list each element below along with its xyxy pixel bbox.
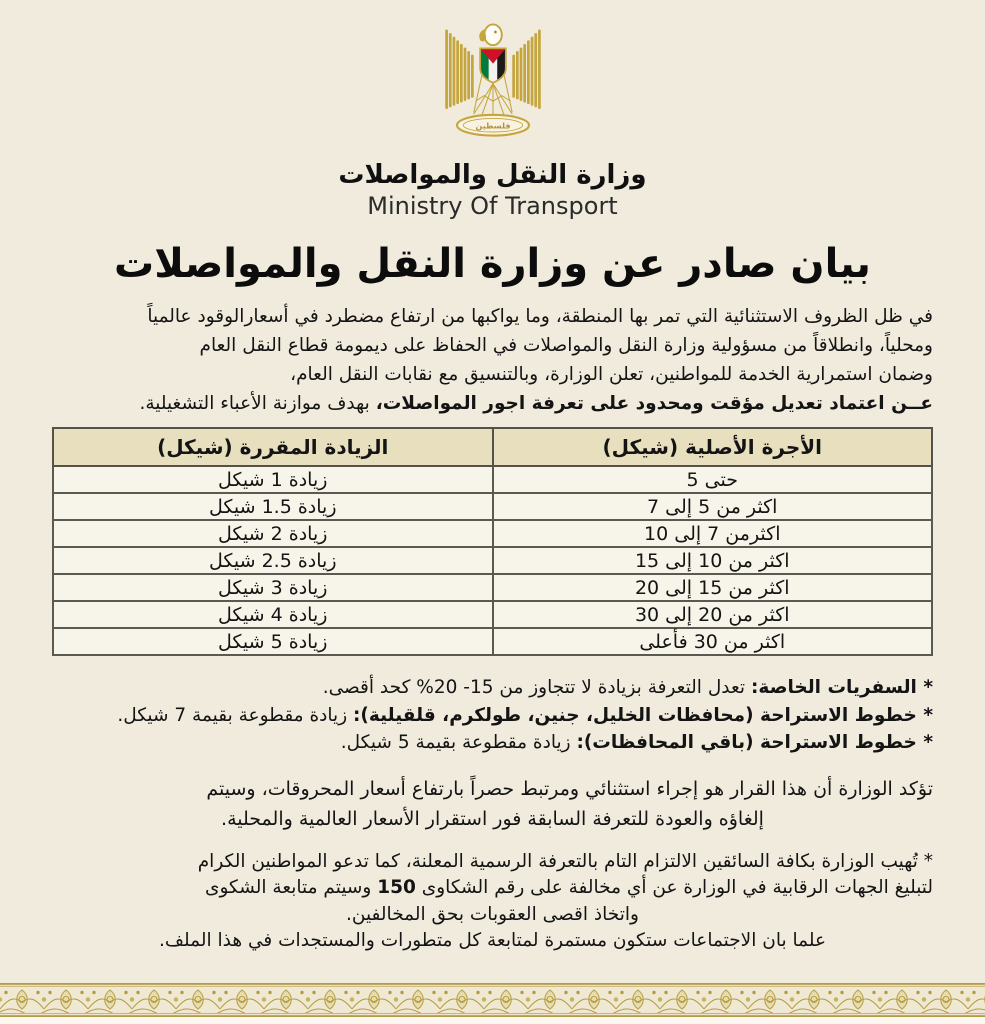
intro-line: في ظل الظروف الاستثنائية التي تمر بها المنطقة، وما يواكبها من ارتفاع مضطرد في أسعارالوقود عالمياً [147,306,933,327]
increase-cell: زيادة 2 شيكل [53,520,493,547]
fare-table-body [53,466,932,655]
fare-table-header-row [53,428,932,466]
palestine-eagle-emblem [437,18,549,154]
appeal-line: علما بان الاجتماعات ستكون مستمرة لمتابعة كل متطورات والمستجدات في هذا الملف. [159,930,826,951]
appeal-line: واتخاذ اقصى العقوبات بحق المخالفين. [346,903,639,925]
ministry-header [0,0,985,154]
emblem-banner-text: فلسطين [475,121,510,131]
appeal-line-pre: لتبليغ الجهات الرقابية في الوزارة عن أي مخالفة على رقم الشكاوى [421,877,933,898]
table-row [53,466,932,493]
increase-cell: زيادة 2.5 شيكل [53,547,493,574]
confirmation-line: إلغاؤه والعودة للتعرفة السابقة فور استقرار الأسعار العالمية والمحلية. [221,807,764,830]
note-rest: زيادة مقطوعة بقيمة 7 شيكل. [117,704,348,726]
notes-list [52,674,933,757]
eagle-left-wing-icon [446,31,472,108]
appeal-line [52,875,933,902]
table-row [53,601,932,628]
fare-cell: اكثر من 5 إلى 7 [493,493,933,520]
table-row [53,628,932,655]
fare-cell: حتى 5 [493,466,933,493]
intro-line-emphasis: عــن اعتماد تعديل مؤقت ومحدود على تعرفة اجور المواصلات، [375,393,933,414]
note-lead: * السفريات الخاصة: [750,677,933,698]
increase-cell: زيادة 1.5 شيكل [53,493,493,520]
increase-column-header: الزيادة المقررة (شيكل) [53,428,493,466]
confirmation-line: تؤكد الوزارة أن هذا القرار هو إجراء استثنائي ومرتبط حصراً بارتفاع أسعار المحروقات، وسيتم [206,777,933,800]
increase-cell: زيادة 4 شيكل [53,601,493,628]
emblem-banner-icon [457,115,529,136]
complaints-number: 150 [377,877,416,898]
intro-line: ومحلياً، وانطلاقاً من مسؤولية وزارة النقل والمواصلات في الحفاظ على ديمومة قطاع النقل العام [199,335,933,356]
fare-cell: اكثر من 15 إلى 20 [493,574,933,601]
note-lead: * خطوط الاستراحة (باقي المحافظات): [576,732,933,753]
appeal-paragraph [52,849,933,955]
confirmation-paragraph [52,774,933,834]
bottom-margin-strip [0,1017,985,1024]
fare-cell: اكثرمن 7 إلى 10 [493,520,933,547]
intro-line-rest: بهدف موازنة الأعباء التشغيلية. [139,393,370,414]
note-item [52,702,933,730]
increase-cell: زيادة 5 شيكل [53,628,493,655]
increase-cell: زيادة 1 شيكل [53,466,493,493]
table-row [53,520,932,547]
fare-cell: اكثر من 20 إلى 30 [493,601,933,628]
statement-title: بيان صادر عن وزارة النقل والمواصلات [114,241,871,287]
appeal-line-post: وسيتم متابعة الشكوى [205,877,372,898]
palestine-flag-shield-icon [480,48,506,83]
intro-line [52,389,933,418]
table-row [53,547,932,574]
eagle-head-icon [479,24,502,45]
note-item [52,674,933,702]
fare-table [52,427,933,656]
fare-cell: اكثر من 30 فأعلى [493,628,933,655]
ornamental-border-icon [0,983,985,1017]
fare-cell: اكثر من 10 إلى 15 [493,547,933,574]
ministry-name-english: Ministry Of Transport [367,192,618,220]
fare-column-header: الأجرة الأصلية (شيكل) [493,428,933,466]
note-item [52,729,933,757]
note-lead: * خطوط الاستراحة (محافظات الخليل، جنين، طولكرم، قلقيلية): [353,704,933,726]
ministry-name-arabic: وزارة النقل والمواصلات [338,160,647,190]
note-rest: تعدل التعرفة بزيادة لا تتجاوز من 15- 20% كحد أقصى. [322,677,746,698]
appeal-line: * تُهيب الوزارة بكافة السائقين الالتزام التام بالتعرفة الرسمية المعلنة، كما تدعو المواطنين الكرام [197,850,933,872]
table-row [53,493,932,520]
eagle-right-wing-icon [513,31,539,108]
note-rest: زيادة مقطوعة بقيمة 5 شيكل. [340,732,571,753]
intro-paragraph [52,302,933,418]
increase-cell: زيادة 3 شيكل [53,574,493,601]
intro-line: وضمان استمرارية الخدمة للمواطنين، تعلن الوزارة، وبالتنسيق مع نقابات النقل العام، [290,364,933,385]
table-row [53,574,932,601]
